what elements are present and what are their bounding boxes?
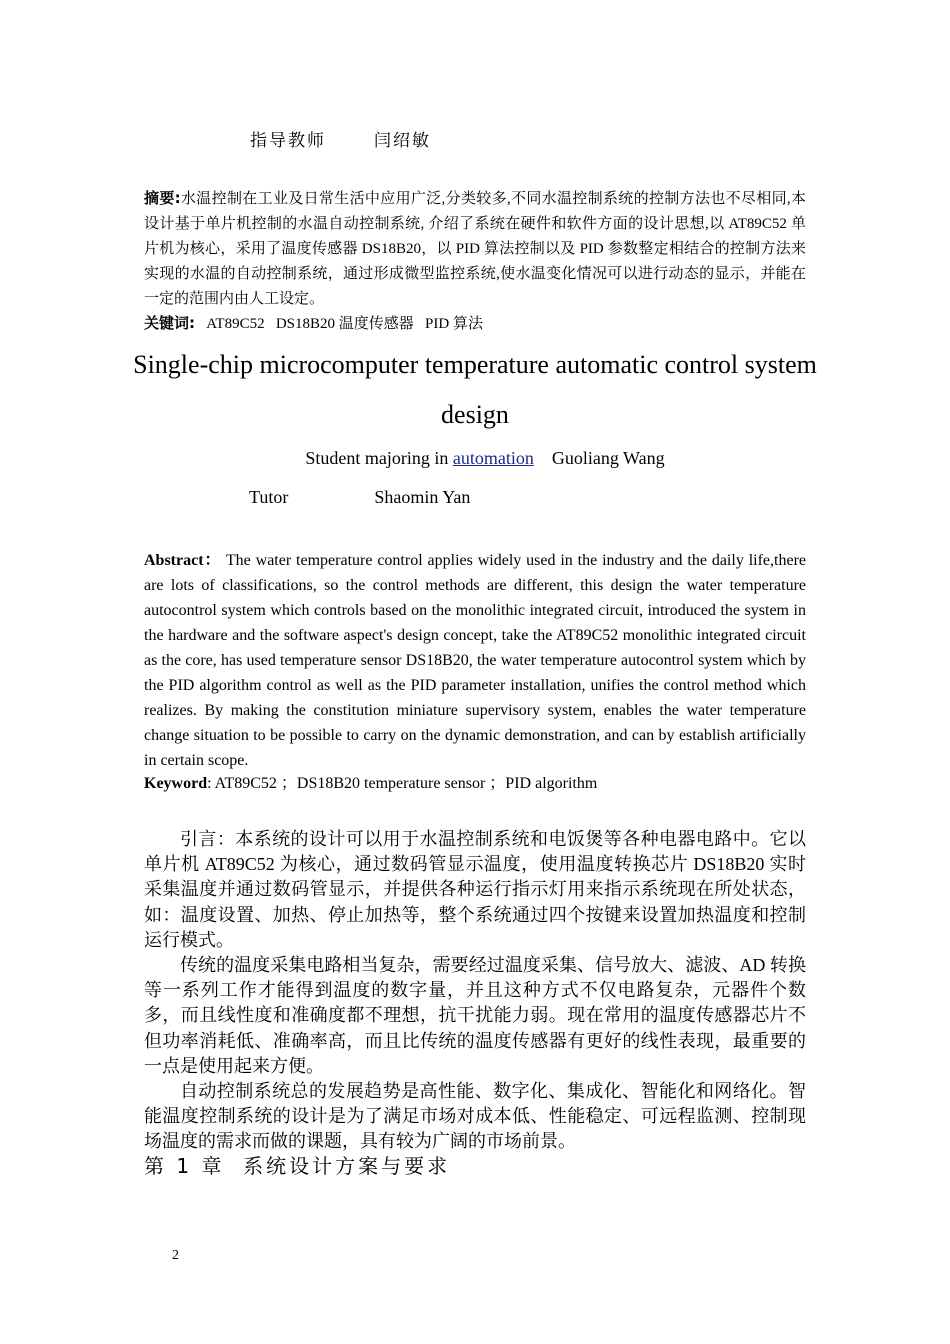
keywords-cn: [144, 312, 806, 335]
tutor-cn-name: 闫绍敏: [374, 131, 431, 151]
abstract-cn: [144, 186, 806, 312]
chapter-heading: 第 1 章 系统设计方案与要求: [144, 1154, 451, 1178]
page-number: 2: [172, 1248, 179, 1263]
intro-paragraph-1: 引言：本系统的设计可以用于水温控制系统和电饭煲等各种电器电路中。它以单片机 AT89C52 为核心，通过数码管显示温度，使用温度转换芯片 DS18B20 实时采集温度并通过数码管显示，并提供各种运行指示灯用来指示系统现在所处状态，如：温度设置、加热、停止加热等，整个系统通过四个按键来设置加热温度和控制运行模式。: [144, 829, 806, 950]
abstract-en-label: Abstract：: [144, 552, 222, 569]
english-title: Single-chip microcomputer temperature automatic control system design: [133, 350, 817, 429]
keywords-cn-label: 关键词:: [144, 314, 195, 332]
tutor-en-line: [249, 487, 470, 508]
abstract-en: [144, 548, 806, 773]
introduction: [144, 827, 806, 1155]
keywords-en: [144, 772, 806, 796]
abstract-cn-label: 摘要:: [144, 189, 181, 207]
keywords-en-text: : AT89C52 ；DS18B20 temperature sensor ；PID algorithm: [207, 775, 598, 792]
intro-paragraph-2: 传统的温度采集电路相当复杂，需要经过温度采集、信号放大、滤波、AD 转换等一系列工作才能得到温度的数字量，并且这种方式不仅电路复杂，元器件个数多，而且线性度和准确度都不理想，抗干扰能力弱。现在常用的温度传感器芯片不但功率消耗低、准确率高，而且比传统的温度传感器有更好的线性表现，最重要的一点是使用起来方便。: [144, 955, 806, 1076]
major-link[interactable]: automation: [452, 448, 534, 468]
student-name: Guoliang Wang: [533, 448, 665, 468]
student-prefix: Student majoring in: [305, 448, 453, 468]
tutor-en-name: Shaomin Yan: [374, 487, 471, 507]
tutor-cn-label: 指导教师: [250, 131, 326, 151]
abstract-en-text: The water temperature control applies widely used in the industry and the daily life,there are lots of classifications, so the control methods are different, this design the water temperature autocontrol system which controls based on the monolithic integrated circuit, introduced the system in the hardware and the software aspect's design concept, take the AT89C52 monolithic integrated circuit as the core, has used temperature sensor DS18B20, the water temperature autocontrol system which by the PID algorithm control as well as the PID parameter installation, unifies the control method which realizes. By making the constitution miniature supervisory system, enables the water temperature change situation to be possible to carry on the dynamic demonstration, and can by establish artificially in certain scope.: [144, 552, 806, 769]
abstract-cn-text: 水温控制在工业及日常生活中应用广泛,分类较多,不同水温控制系统的控制方法也不尽相同,本设计基于单片机控制的水温自动控制系统, 介绍了系统在硬件和软件方面的设计思想,以 AT89C52 单片机为核心，采用了温度传感器 DS18B20，以 PID 算法控制以及 PID 参数整定相结合的控制方法来实现的水温的自动控制系统，通过形成微型监控系统,使水温变化情况可以进行动态的显示，并能在一定的范围内由人工设定。: [144, 191, 806, 307]
tutor-cn-line: [250, 126, 431, 151]
keywords-cn-text: AT89C52 DS18B20 温度传感器 PID 算法: [195, 316, 483, 332]
keywords-en-label: Keyword: [144, 775, 208, 792]
student-line: [100, 448, 870, 469]
tutor-en-label: Tutor: [249, 487, 289, 507]
intro-paragraph-3: 自动控制系统总的发展趋势是高性能、数字化、集成化、智能化和网络化。智能温度控制系统的设计是为了满足市场对成本低、性能稳定、可远程监测、控制现场温度的需求而做的课题，具有较为广阔的市场前景。: [144, 1081, 806, 1152]
